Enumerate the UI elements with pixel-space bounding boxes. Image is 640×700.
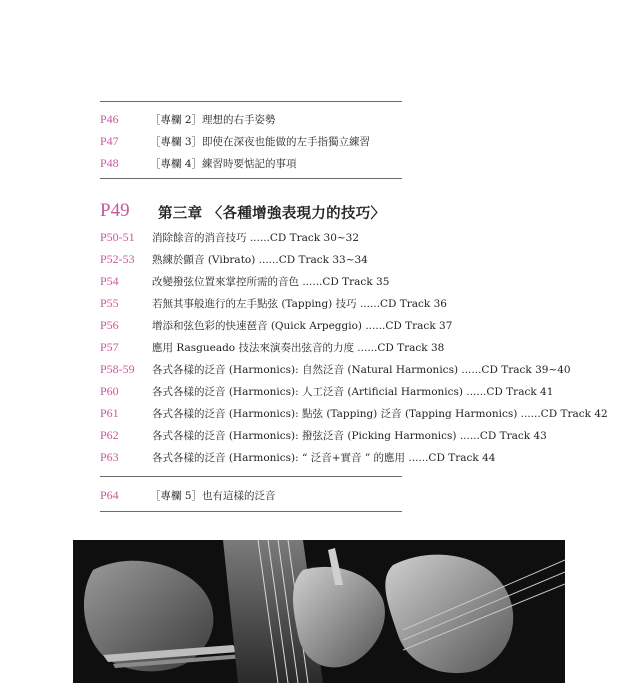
page-number: P56	[100, 318, 119, 332]
entry-title: ［專欄 2］理想的右手姿勢	[150, 114, 276, 126]
entry-title: 各式各樣的泛音 (Harmonics): “ 泛音+實音 ” 的應用 ......CD Track 44	[152, 452, 496, 464]
entry-title: 熟練於顫音 (Vibrato) ......CD Track 33~34	[152, 254, 368, 266]
chapter-page-number: P49	[100, 200, 130, 221]
divider-mid	[100, 178, 402, 179]
page-number: P63	[100, 450, 119, 464]
divider-lower	[100, 476, 402, 477]
entry-title: 增添和弦色彩的快速琶音 (Quick Arpeggio) ......CD Track 37	[152, 320, 453, 332]
entry-title: 各式各樣的泛音 (Harmonics): 點弦 (Tapping) 泛音 (Tapping Harmonics) ......CD Track 42	[152, 408, 608, 420]
entry-title: 應用 Rasgueado 技法來演奏出弦音的力度 ......CD Track 38	[152, 342, 445, 354]
entry-title: 改變撥弦位置來掌控所需的音色 ......CD Track 35	[152, 276, 390, 288]
page-number: P62	[100, 428, 119, 442]
entry-title: 各式各樣的泛音 (Harmonics): 人工泛音 (Artificial Harmonics) ......CD Track 41	[152, 386, 554, 398]
page-number: P47	[100, 134, 119, 148]
page-number: P54	[100, 274, 119, 288]
page-number: P61	[100, 406, 119, 420]
entry-title: 各式各樣的泛音 (Harmonics): 撥弦泛音 (Picking Harmonics) ......CD Track 43	[152, 430, 547, 442]
page-number: P50-51	[100, 230, 135, 244]
chapter-title: 第三章 〈各種增強表現力的技巧〉	[158, 205, 386, 222]
page-number: P60	[100, 384, 119, 398]
page-number: P48	[100, 156, 119, 170]
page-number: P64	[100, 488, 119, 502]
divider-top	[100, 101, 402, 102]
page-number: P58-59	[100, 362, 135, 376]
entry-title: 消除餘音的消音技巧 ......CD Track 30~32	[152, 232, 360, 244]
divider-bottom	[100, 511, 402, 512]
guitar-hands-illustration	[73, 540, 565, 683]
page-number: P57	[100, 340, 119, 354]
entry-title: ［專欄 3］即使在深夜也能做的左手指獨立練習	[150, 136, 371, 148]
entry-title: 若無其事般進行的左手點弦 (Tapping) 技巧 ......CD Track 36	[152, 298, 447, 310]
page-number: P46	[100, 112, 119, 126]
guitar-hands-photo	[73, 540, 565, 683]
page-number: P55	[100, 296, 119, 310]
entry-title: ［專欄 5］也有這樣的泛音	[150, 490, 276, 502]
entry-title: ［專欄 4］練習時要惦記的事項	[150, 158, 297, 170]
entry-title: 各式各樣的泛音 (Harmonics): 自然泛音 (Natural Harmonics) ......CD Track 39~40	[152, 364, 571, 376]
page-number: P52-53	[100, 252, 135, 266]
